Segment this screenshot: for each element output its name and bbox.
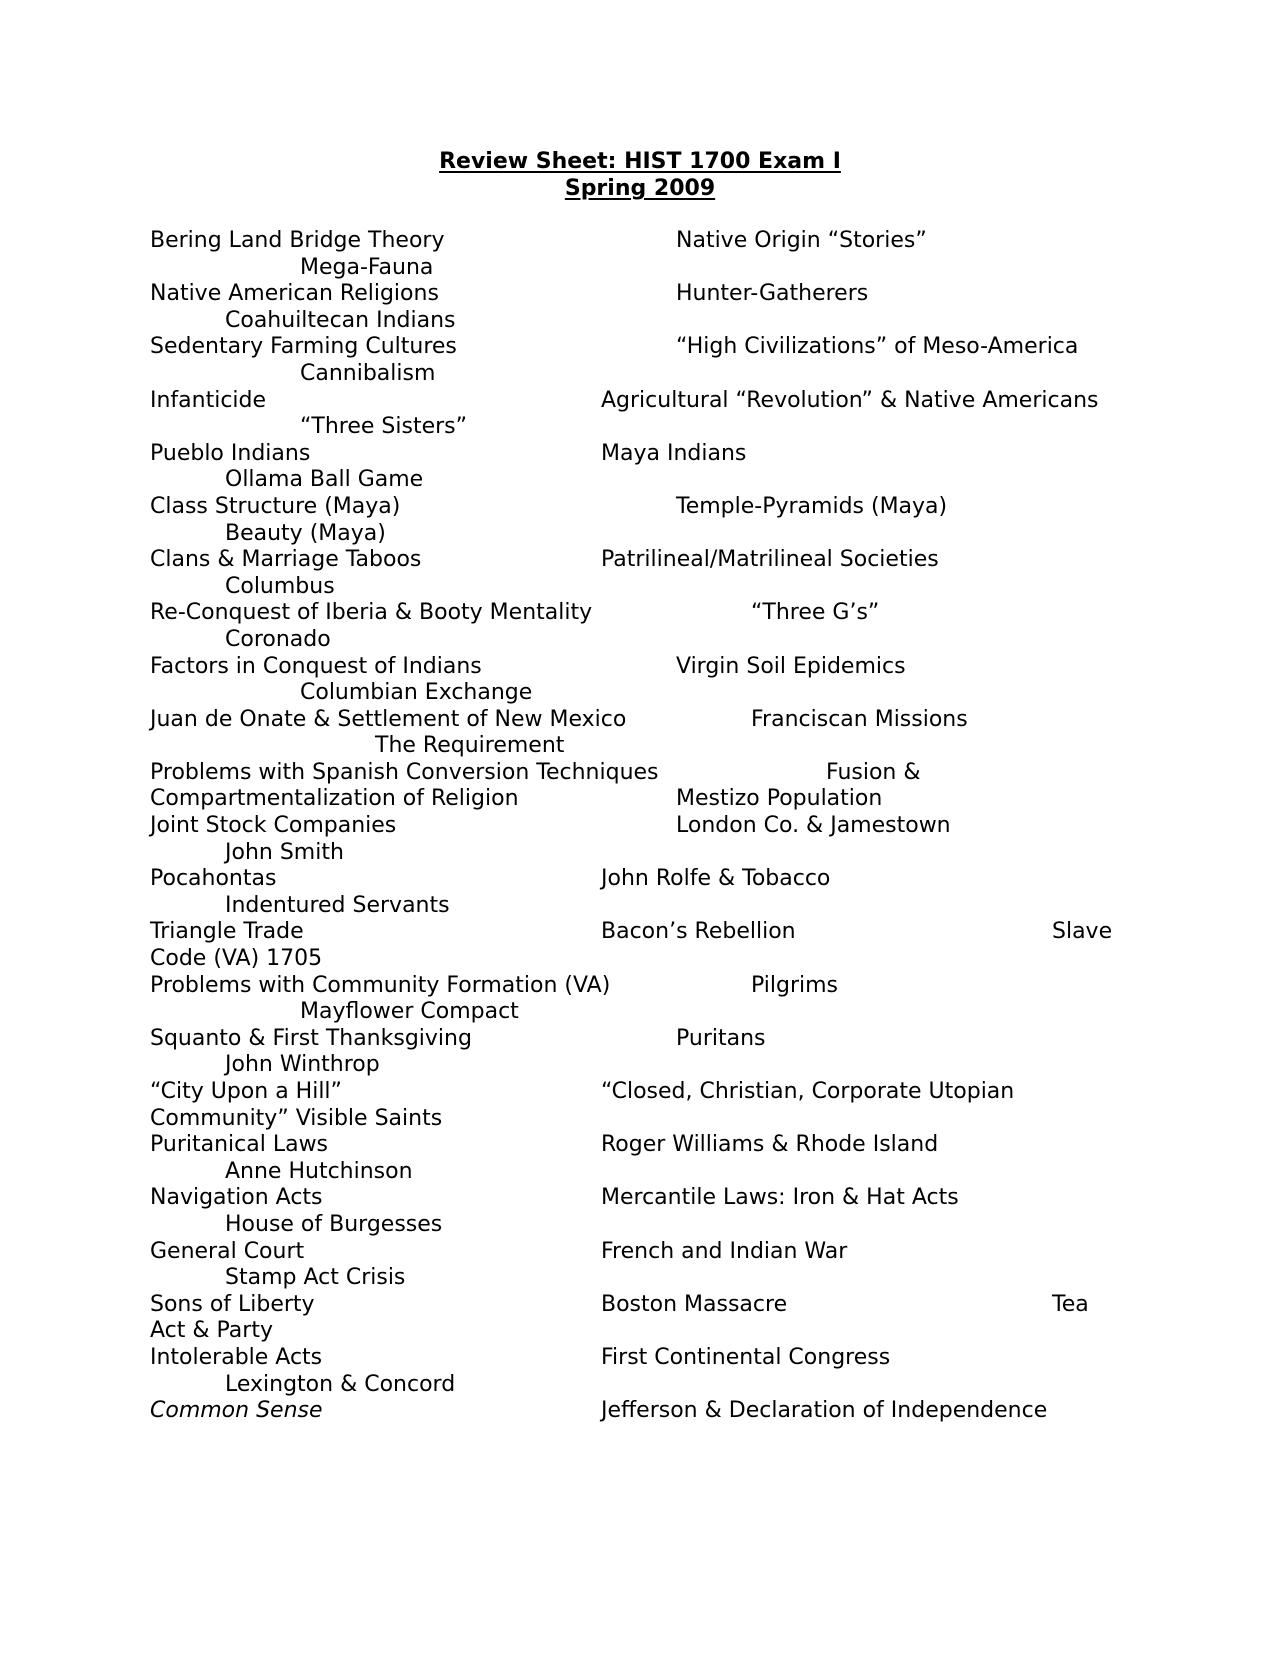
text-line (150, 733, 1150, 760)
review-term: Native Origin “Stories” (676, 228, 927, 253)
review-term: London Co. & Jamestown (676, 813, 951, 839)
review-term: French and Indian War (601, 1238, 848, 1264)
review-term: Cannibalism (300, 360, 436, 386)
review-term: Clans & Marriage Taboos (150, 547, 422, 573)
text-line (150, 361, 1150, 388)
review-term-italic: Common Sense (150, 1398, 323, 1424)
review-term: Bering Land Bridge Theory (150, 228, 445, 253)
text-line (150, 893, 1150, 920)
review-term: Squanto & First Thanksgiving (150, 1025, 472, 1051)
text-line (150, 1185, 1150, 1212)
review-term: Native American Religions (150, 281, 439, 307)
text-line (150, 255, 1150, 282)
review-term: Pilgrims (751, 972, 839, 998)
text-line (150, 494, 1150, 521)
review-term: Factors in Conquest of Indians (150, 653, 482, 679)
text-line (150, 680, 1150, 707)
review-term: Mercantile Laws: Iron & Hat Acts (601, 1185, 959, 1211)
review-term: Roger Williams & Rhode Island (601, 1132, 939, 1158)
text-line (150, 1132, 1150, 1159)
review-term: Mayflower Compact (300, 999, 519, 1025)
text-line (150, 786, 1150, 813)
text-line (150, 414, 1150, 441)
review-term: Jefferson & Declaration of Independence (601, 1398, 1048, 1424)
review-term: Franciscan Missions (751, 706, 968, 732)
review-term: Navigation Acts (150, 1185, 323, 1211)
text-line (150, 1292, 1150, 1319)
review-term: Ollama Ball Game (225, 467, 424, 493)
review-term: Fusion & (826, 759, 921, 785)
text-line (150, 1345, 1150, 1372)
review-term: Community” Visible Saints (150, 1105, 443, 1131)
review-term: House of Burgesses (225, 1211, 443, 1237)
text-line (150, 388, 1150, 415)
review-term: Problems with Spanish Conversion Techniques (150, 759, 659, 785)
review-term: Anne Hutchinson (225, 1158, 413, 1184)
title-block (0, 148, 1280, 202)
review-term: Pocahontas (150, 866, 277, 892)
review-term: Pueblo Indians (150, 440, 311, 466)
review-term: Sedentary Farming Cultures (150, 334, 457, 360)
review-term: Puritanical Laws (150, 1132, 329, 1158)
review-term: “Closed, Christian, Corporate Utopian (601, 1079, 1015, 1104)
text-line (150, 281, 1150, 308)
review-term: Temple-Pyramids (Maya) (676, 493, 948, 519)
review-term: Class Structure (Maya) (150, 493, 401, 519)
review-term: Act & Party (150, 1318, 273, 1344)
review-term: “City Upon a Hill” (150, 1079, 342, 1104)
review-term: “Three G’s” (751, 600, 880, 626)
review-term: Boston Massacre (601, 1291, 788, 1317)
review-term: Columbus (225, 573, 335, 599)
text-line (150, 999, 1150, 1026)
review-term: Code (VA) 1705 (150, 946, 323, 972)
text-line (150, 1052, 1150, 1079)
text-line (150, 547, 1150, 574)
review-term: Juan de Onate & Settlement of New Mexico (150, 706, 627, 732)
review-term: Intolerable Acts (150, 1344, 323, 1370)
review-term: “Three Sisters” (300, 414, 468, 440)
text-line (150, 1398, 1150, 1425)
review-term: Compartmentalization of Religion (150, 786, 519, 812)
review-term: Beauty (Maya) (225, 520, 386, 546)
text-line (150, 1372, 1150, 1399)
text-line (150, 760, 1150, 787)
review-term: First Continental Congress (601, 1344, 891, 1370)
text-line (150, 1265, 1150, 1292)
review-term: General Court (150, 1238, 305, 1264)
review-term: John Winthrop (225, 1052, 380, 1078)
review-term: “High Civilizations” of Meso-America (676, 334, 1079, 360)
review-term: Puritans (676, 1025, 766, 1051)
review-term: Tea (1052, 1291, 1089, 1317)
text-line (150, 1239, 1150, 1266)
text-line (150, 467, 1150, 494)
text-line (150, 813, 1150, 840)
text-line (150, 1079, 1150, 1106)
document-title: Review Sheet: HIST 1700 Exam I (439, 149, 841, 174)
text-line (150, 919, 1150, 946)
text-line (150, 308, 1150, 335)
text-line (150, 228, 1150, 255)
review-term: Slave (1052, 919, 1113, 945)
text-line (150, 441, 1150, 468)
review-term: Columbian Exchange (300, 680, 533, 706)
review-term: Maya Indians (601, 440, 747, 466)
text-line (150, 1106, 1150, 1133)
review-term: Mestizo Population (676, 786, 883, 812)
text-line (150, 1159, 1150, 1186)
review-term: John Smith (225, 839, 344, 865)
review-term: John Rolfe & Tobacco (601, 866, 831, 892)
review-term: Joint Stock Companies (150, 813, 397, 839)
text-line (150, 521, 1150, 548)
text-line (150, 973, 1150, 1000)
document-subtitle: Spring 2009 (564, 176, 716, 201)
text-line (150, 1212, 1150, 1239)
review-term: Problems with Community Formation (VA) (150, 972, 611, 998)
text-line (150, 574, 1150, 601)
text-line (150, 600, 1150, 627)
text-line (150, 1318, 1150, 1345)
review-term: Re-Conquest of Iberia & Booty Mentality (150, 600, 593, 626)
review-term: Coronado (225, 626, 331, 652)
review-term: Hunter-Gatherers (676, 281, 869, 307)
review-term: Coahuiltecan Indians (225, 307, 456, 333)
review-term: Indentured Servants (225, 892, 450, 918)
review-term: Triangle Trade (150, 919, 304, 945)
review-term: Infanticide (150, 387, 267, 413)
text-line (150, 627, 1150, 654)
review-term: Sons of Liberty (150, 1291, 315, 1317)
review-term: Virgin Soil Epidemics (676, 653, 906, 679)
text-line (150, 866, 1150, 893)
text-line (150, 707, 1150, 734)
review-term: Patrilineal/Matrilineal Societies (601, 547, 939, 573)
review-term: Mega-Fauna (300, 254, 434, 280)
review-term: Lexington & Concord (225, 1371, 456, 1397)
text-line (150, 840, 1150, 867)
text-line (150, 334, 1150, 361)
review-term: Agricultural “Revolution” & Native Americans (601, 387, 1099, 413)
review-term-list (150, 228, 1150, 1425)
text-line (150, 1026, 1150, 1053)
text-line (150, 654, 1150, 681)
review-term: Bacon’s Rebellion (601, 919, 796, 945)
review-term: The Requirement (375, 733, 565, 759)
review-term: Stamp Act Crisis (225, 1265, 406, 1291)
text-line (150, 946, 1150, 973)
